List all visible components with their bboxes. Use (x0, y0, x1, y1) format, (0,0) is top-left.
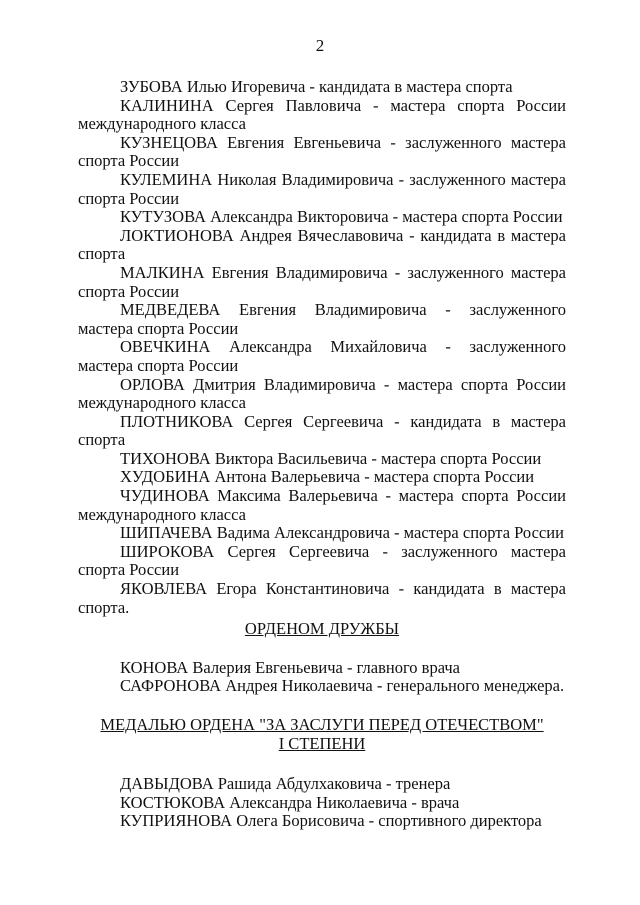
list-item: ХУДОБИНА Антона Валерьевича - мастера спорта России (120, 467, 535, 487)
list-item: ПЛОТНИКОВА Сергея Сергеевича - кандидата в мастера спорта (78, 411, 566, 450)
list-item: КУЗНЕЦОВА Евгения Евгеньевича - заслуженного мастера спорта России (78, 132, 566, 171)
page-number: 2 (315, 36, 325, 55)
list-item: МЕДВЕДЕВА Евгения Владимировича - заслуженного мастера спорта России (78, 300, 566, 338)
list-item: КУЛЕМИНА Николая Владимировича - заслуженного мастера спорта России (78, 169, 566, 208)
list-item: МАЛКИНА Евгения Владимировича - заслуженного мастера спорта России (78, 262, 566, 301)
list-item: ЛОКТИОНОВА Андрея Вячеславовича - кандидата в мастера спорта (78, 225, 566, 264)
list-item: ОРЛОВА Дмитрия Владимировича - мастера спорта России международного класса (78, 374, 566, 413)
section-heading-friendship: ОРДЕНОМ ДРУЖБЫ (244, 619, 400, 639)
list-item: КОНОВА Валерия Евгеньевича - главного врача (120, 657, 460, 677)
list-item: ЗУБОВА Илью Игоревича - кандидата в мастера спорта (120, 77, 513, 96)
list-item: ТИХОНОВА Виктора Васильевича - мастера спорта России (120, 448, 542, 468)
list-item: КУПРИЯНОВА Олега Борисовича - спортивного директора (120, 811, 542, 831)
list-item: ОВЕЧКИНА Александра Михайловича - заслуженного мастера спорта России (78, 337, 566, 375)
list-item: ШИПАЧЕВА Вадима Александровича - мастера спорта России (120, 523, 564, 543)
section-heading-medal: МЕДАЛЬЮ ОРДЕНА "ЗА ЗАСЛУГИ ПЕРЕД ОТЕЧЕСТВОМ" (100, 715, 544, 734)
section-heading-medal-degree: I СТЕПЕНИ (278, 733, 366, 753)
list-item: ШИРОКОВА Сергея Сергеевича - заслуженного мастера спорта России (78, 541, 566, 580)
list-item: САФРОНОВА Андрея Николаевича - генерального менеджера. (120, 676, 565, 696)
list-item: КАЛИНИНА Сергея Павловича - мастера спорта России международного класса (78, 95, 566, 134)
list-item: ДАВЫДОВА Рашида Абдулхаковича - тренера (120, 774, 451, 794)
list-item: КОСТЮКОВА Александра Николаевича - врача (120, 792, 460, 812)
list-item: ЧУДИНОВА Максима Валерьевича - мастера спорта России международного класса (78, 486, 566, 524)
award-list (78, 78, 566, 831)
list-item: КУТУЗОВА Александра Викторовича - мастера спорта России (120, 207, 563, 227)
list-item: ЯКОВЛЕВА Егора Константиновича - кандидата в мастера спорта. (78, 579, 566, 617)
